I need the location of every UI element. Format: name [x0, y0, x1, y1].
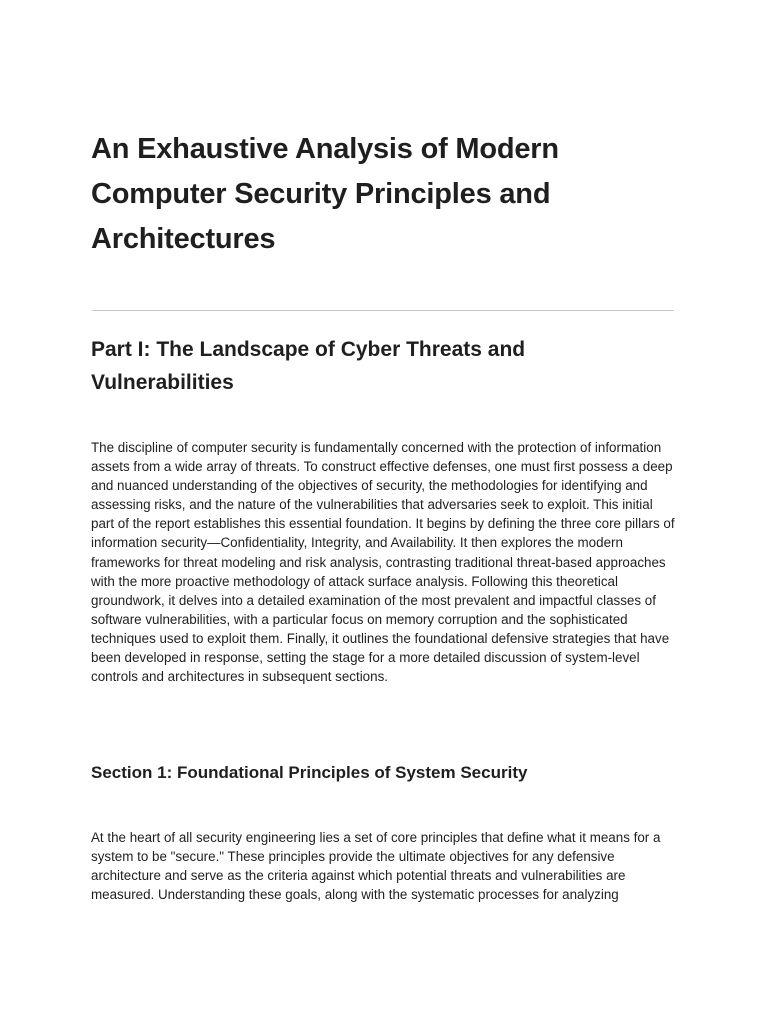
section-paragraph: At the heart of all security engineering lies a set of core principles that define what it means for a system to be "secure." These principles provide the ultimate objectives for any defensive architecture and serve as the criteria against which potential threats and vulnerabilities are measured. Understanding these goals, along with the systematic processes for analyzing [91, 830, 661, 903]
document-title: An Exhaustive Analysis of Modern Computer Security Principles and Architectures [91, 133, 559, 255]
intro-paragraph: The discipline of computer security is fundamentally concerned with the protection of information assets from a wide array of threats. To construct effective defenses, one must first possess a deep and nuanced understanding of the objectives of security, the methodologies for identifying and assessing risks, and the nature of the vulnerabilities that adversaries seek to exploit. This initial part of the report establishes this essential foundation. It begins by defining the three core pillars of information security—Confidentiality, Integrity, and Availability. It then explores the modern frameworks for threat modeling and risk analysis, contrasting traditional threat-based approaches with the more proactive methodology of attack surface analysis. Following this theoretical groundwork, it delves into a detailed examination of the most prevalent and impactful classes of software vulnerabilities, with a particular focus on memory corruption and the sophisticated techniques used to exploit them. Finally, it outlines the foundational defensive strategies that have been developed in response, setting the stage for a more detailed discussion of system-level controls and architectures in subsequent sections. [91, 440, 675, 685]
document-page [91, 0, 675, 1024]
section-heading: Section 1: Foundational Principles of System Security [91, 763, 528, 782]
horizontal-divider [92, 310, 674, 311]
part-heading: Part I: The Landscape of Cyber Threats and Vulnerabilities [91, 338, 526, 394]
